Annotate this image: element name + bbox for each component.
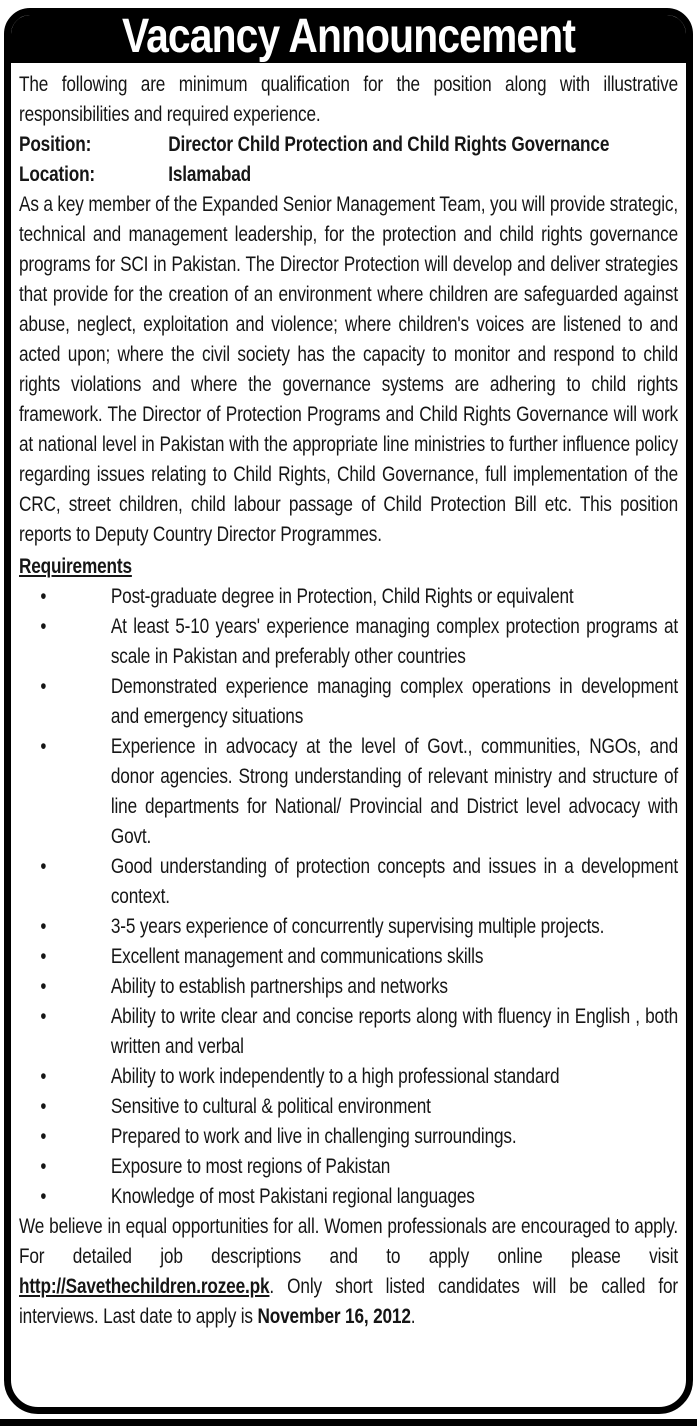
bullet-icon: • (40, 945, 47, 968)
position-label: Position: (19, 133, 92, 156)
bullet-icon: • (40, 1155, 47, 1178)
requirement-item (19, 732, 678, 852)
page-title: Vacancy Announcement (121, 10, 576, 63)
bullet-icon: • (40, 585, 47, 608)
description-paragraph: As a key member of the Expanded Senior Management Team, you will provide strategic, technical and management leadership, for the protection and child rights governance programs for SCI in Pakistan. The Director Protection will develop and deliver strategies that provide for the creation of an environment where children are safeguarded against abuse, neglect, exploitation and violence; where children's voices are listened to and acted upon; where the civil society has the capacity to monitor and respond to child rights violations and where the governance systems are adhering to child rights framework. The Director of Protection Programs and Child Rights Governance will work at national level in Pakistan with the appropriate line ministries to further influence policy regarding issues relating to Child Rights, Child Governance, full implementation of the CRC, street children, child labour passage of Child Protection Bill etc. This position reports to Deputy Country Director Programmes. (19, 193, 678, 546)
requirement-item (19, 1122, 678, 1152)
bullet-icon: • (40, 615, 47, 638)
bullet-icon: • (40, 855, 47, 878)
requirement-item (19, 942, 678, 972)
requirement-item (19, 852, 678, 912)
requirements-heading: Requirements (19, 555, 132, 578)
requirement-item (19, 612, 678, 672)
closing-text-3: . (410, 1305, 416, 1328)
requirement-item (19, 582, 678, 612)
requirement-text: Knowledge of most Pakistani regional languages (110, 1185, 475, 1208)
requirement-text: Ability to establish partnerships and networks (110, 975, 448, 998)
requirement-text: Demonstrated experience managing complex operations in development and emergency situations (110, 675, 678, 728)
position-value: Director Child Protection and Child Rights Governance (168, 133, 610, 156)
location-value: Islamabad (168, 163, 251, 186)
intro-paragraph: The following are minimum qualification for the position along with illustrative responsibilities and required experience. (19, 73, 678, 126)
requirement-text: Good understanding of protection concepts and issues in a development context. (110, 855, 678, 908)
requirement-item (19, 672, 678, 732)
bullet-icon: • (40, 735, 47, 758)
bullet-icon: • (40, 1005, 47, 1028)
requirement-item (19, 972, 678, 1002)
requirement-text: Post-graduate degree in Protection, Child Rights or equivalent (110, 585, 574, 608)
closing-paragraph (19, 1212, 678, 1332)
bullet-icon: • (40, 975, 47, 998)
requirement-item (19, 1092, 678, 1122)
closing-text-1: We believe in equal opportunities for all. Women professionals are encouraged to apply. For detailed job descriptions and to apply online please visit (19, 1215, 678, 1268)
bullet-icon: • (40, 675, 47, 698)
requirement-text: At least 5-10 years' experience managing complex protection programs at scale in Pakistan and preferably other countries (110, 615, 678, 668)
closing-text-2: . Only short listed candidates will be called for interviews. Last date to apply is (19, 1275, 678, 1328)
requirement-text: Sensitive to cultural & political environment (110, 1095, 431, 1118)
bullet-icon: • (40, 1065, 47, 1088)
requirement-text: Excellent management and communications skills (110, 945, 484, 968)
requirements-list (19, 582, 678, 1212)
requirement-text: Ability to write clear and concise reports along with fluency in English , both written and verbal (110, 1005, 678, 1058)
application-deadline: November 16, 2012 (257, 1305, 411, 1328)
requirement-text: Ability to work independently to a high professional standard (110, 1065, 560, 1088)
application-url-link[interactable]: http://Savethechildren.rozee.pk (19, 1275, 270, 1298)
requirement-text: 3-5 years experience of concurrently supervising multiple projects. (110, 915, 605, 938)
requirement-text: Exposure to most regions of Pakistan (110, 1155, 391, 1178)
requirement-item (19, 1002, 678, 1062)
adjacent-ad-edge (0, 1419, 697, 1426)
vacancy-announcement-ad (4, 8, 693, 1414)
bullet-icon: • (40, 1095, 47, 1118)
location-row (19, 160, 678, 190)
bullet-icon: • (40, 1125, 47, 1148)
requirement-item (19, 1182, 678, 1212)
bullet-icon: • (40, 1185, 47, 1208)
location-label: Location: (19, 163, 96, 186)
requirement-item (19, 1152, 678, 1182)
ad-header-band (11, 10, 686, 63)
ad-body (11, 63, 686, 1332)
requirement-item (19, 1062, 678, 1092)
position-row (19, 130, 678, 160)
requirement-text: Experience in advocacy at the level of Govt., communities, NGOs, and donor agencies. Strong understanding of relevant ministry and structure of line departments for National/ Provincial and District level advocacy with Govt. (110, 735, 678, 848)
requirement-item (19, 912, 678, 942)
bullet-icon: • (40, 915, 47, 938)
requirement-text: Prepared to work and live in challenging surroundings. (110, 1125, 517, 1148)
